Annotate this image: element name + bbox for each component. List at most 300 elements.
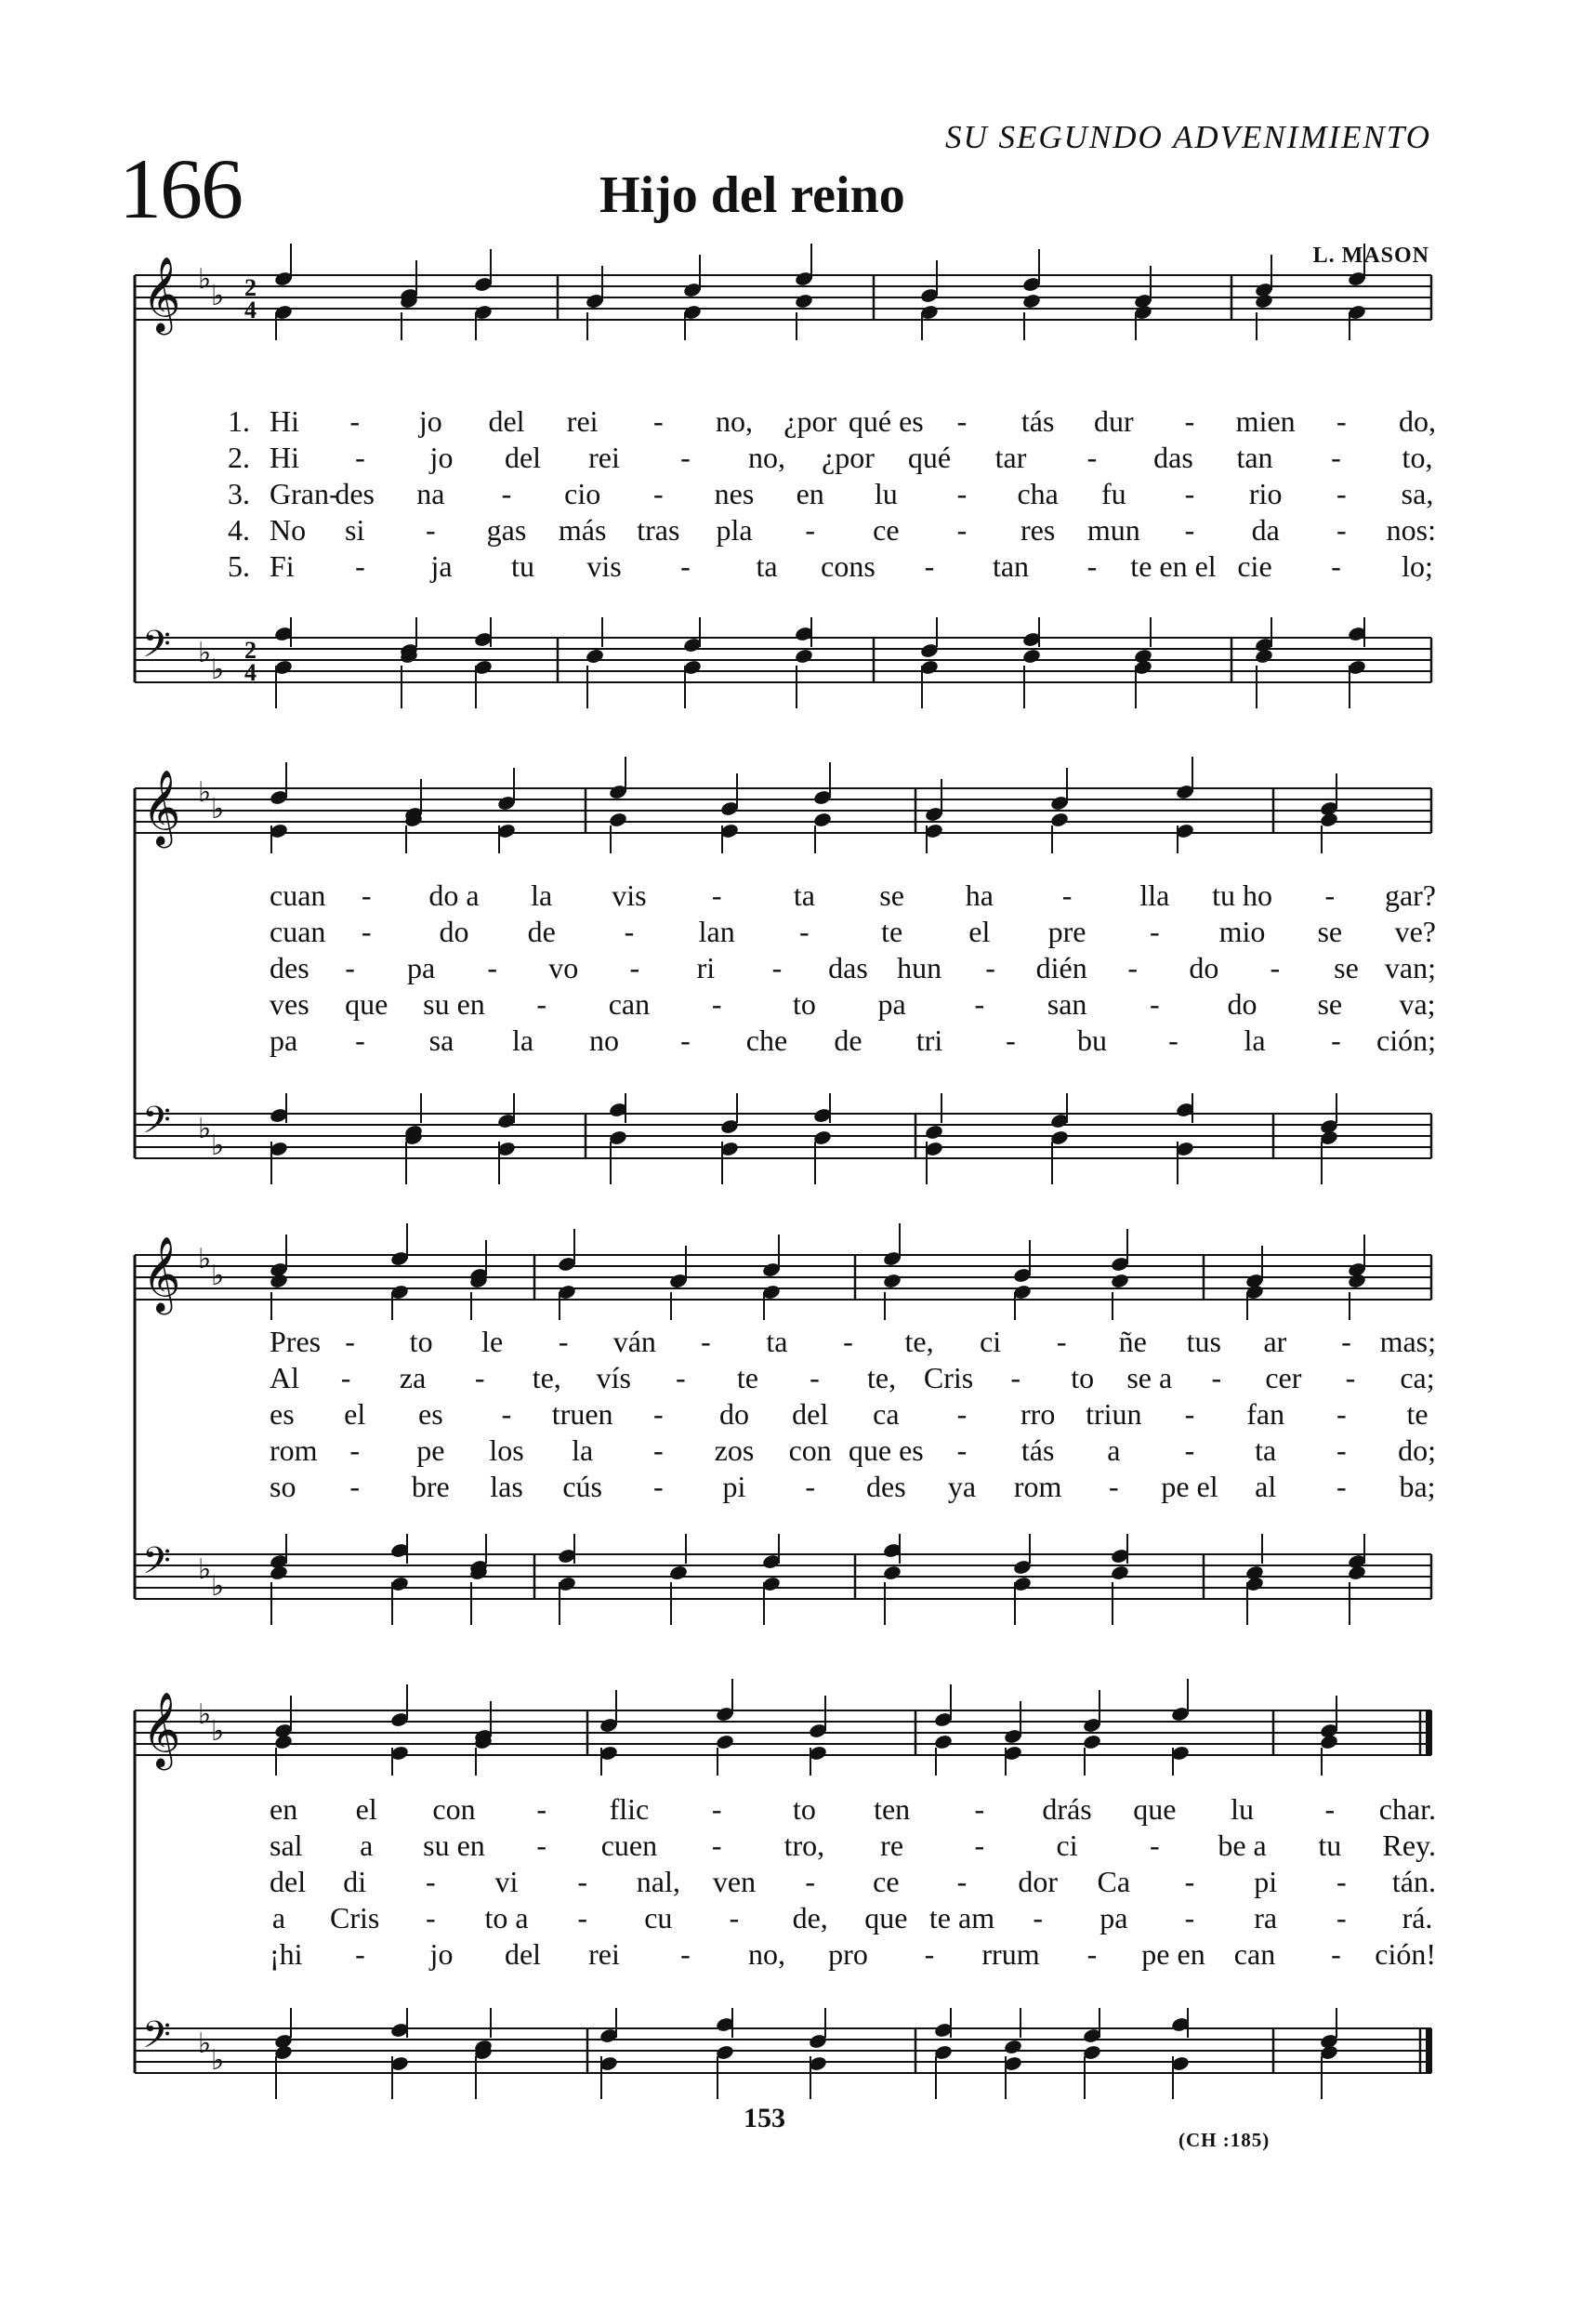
lyric-syllable: za	[399, 1361, 427, 1394]
lyric-syllable: se	[1334, 951, 1359, 984]
flat-icon: ♭	[198, 263, 212, 296]
lyric-hyphen: -	[974, 987, 985, 1021]
lyric-syllable: tras	[637, 513, 680, 547]
lyric-syllable: ción!	[1375, 1937, 1436, 1971]
bass-clef-icon: 𝄢	[142, 623, 171, 675]
lyric-syllable: tu	[1318, 1829, 1342, 1862]
bass-staff	[135, 2008, 1432, 2099]
lyric-syllable: que	[864, 1901, 908, 1934]
final-barline	[1426, 1710, 1432, 1755]
lyric-syllable: fu	[1101, 477, 1126, 510]
lyric-syllable: el	[344, 1397, 366, 1431]
lyric-hyphen: -	[1270, 951, 1281, 984]
lyric-syllable: Rey.	[1382, 1829, 1436, 1862]
lyric-syllable: mio	[1218, 915, 1266, 948]
lyric-hyphen: -	[924, 1937, 935, 1971]
lyric-hyphen: -	[805, 1865, 815, 1898]
lyric-syllable: Cris	[329, 1901, 380, 1934]
note-head	[668, 1565, 688, 1581]
lyric-syllable: nes	[714, 477, 755, 510]
lyric-syllable: no,	[716, 404, 753, 438]
lyric-syllable: te	[736, 1361, 758, 1394]
lyric-syllable: Pres	[270, 1325, 322, 1358]
lyric-hyphen: -	[680, 1937, 691, 1971]
lyric-syllable: bre	[411, 1470, 450, 1503]
lyric-syllable: do	[719, 1397, 749, 1431]
lyric-syllable: fan	[1246, 1397, 1285, 1431]
lyric-syllable: do a	[428, 878, 480, 912]
lyric-syllable: flic	[609, 1792, 650, 1826]
lyric-hyphen: -	[1184, 404, 1195, 438]
lyric-syllable: se a	[1126, 1361, 1173, 1394]
lyric-syllable: vi	[494, 1865, 519, 1898]
lyric-syllable: Ca	[1097, 1865, 1131, 1898]
lyric-hyphen: -	[1211, 1361, 1222, 1394]
note-head	[924, 1124, 943, 1141]
lyric-syllable: del	[504, 441, 542, 474]
lyric-syllable: el	[968, 915, 991, 948]
flat-icon: ♭	[198, 637, 212, 669]
lyric-syllable: te	[881, 915, 903, 948]
lyric-hyphen: -	[1056, 1325, 1067, 1358]
lyric-syllable: tu ho	[1212, 878, 1272, 912]
lyric-syllable: rio	[1248, 477, 1283, 510]
lyric-hyphen: -	[1331, 1937, 1341, 1971]
lyric-syllable: cús	[562, 1470, 602, 1503]
bass-clef-icon: 𝄢	[142, 2014, 171, 2066]
lyric-syllable: qué es	[848, 404, 924, 438]
lyric-hyphen: -	[711, 987, 722, 1021]
flat-icon: ♭	[198, 776, 212, 809]
lyric-syllable: rei	[566, 404, 599, 438]
lyric-syllable: ar	[1263, 1325, 1287, 1358]
lyric-hyphen: -	[711, 1792, 722, 1826]
lyric-hyphen: -	[1127, 951, 1139, 984]
lyric-syllable: di	[343, 1865, 367, 1898]
lyric-syllable: Hi	[270, 441, 299, 474]
lyric-syllable: ca;	[1400, 1361, 1435, 1394]
lyric-syllable: de	[527, 915, 556, 948]
lyric-hyphen: -	[974, 1792, 985, 1826]
page-number: 153	[744, 2103, 785, 2133]
lyric-syllable: ta	[1255, 1433, 1277, 1467]
lyric-syllable: ¿por	[783, 404, 837, 438]
lyric-syllable: do,	[1399, 404, 1436, 438]
flat-icon: ♭	[198, 1698, 212, 1731]
flat-icon: ♭	[211, 1570, 225, 1603]
lyric-syllable: rro	[1020, 1397, 1056, 1431]
lyric-syllable: be a	[1218, 1829, 1267, 1862]
lyric-hyphen: -	[536, 1829, 547, 1862]
lyric-hyphen: -	[956, 1865, 968, 1898]
lyric-hyphen: -	[501, 1397, 512, 1431]
lyric-syllable: lu	[1231, 1792, 1254, 1826]
lyric-syllable: a	[271, 1901, 286, 1934]
lyric-hyphen: -	[985, 951, 995, 984]
lyric-hyphen: -	[1184, 1865, 1195, 1898]
lyric-syllable: re	[880, 1829, 904, 1862]
lyric-syllable: do;	[1398, 1433, 1436, 1467]
lyric-syllable: se	[879, 878, 904, 912]
lyric-syllable: Fi	[270, 549, 295, 583]
lyric-hyphen: -	[426, 1865, 436, 1898]
lyric-syllable: ci	[1056, 1829, 1078, 1862]
lyric-syllable: lu	[874, 477, 898, 510]
treble-staff	[135, 1223, 1431, 1320]
lyric-hyphen: -	[355, 549, 365, 583]
lyric-syllable: cu	[644, 1901, 673, 1934]
lyric-syllable: su en	[423, 1829, 485, 1862]
lyric-syllable: de	[834, 1023, 862, 1057]
lyric-syllable: del	[270, 1865, 307, 1898]
lyric-syllable: mas;	[1379, 1325, 1436, 1358]
note-head	[1254, 293, 1273, 310]
lyric-syllable: ba;	[1399, 1470, 1436, 1503]
note-head	[585, 648, 604, 665]
lyric-syllable: ta	[766, 1325, 788, 1358]
bass-staff	[135, 1093, 1431, 1184]
lyric-syllable: con	[432, 1792, 476, 1826]
lyric-syllable: do	[439, 915, 469, 948]
lyric-syllable: pi	[722, 1470, 746, 1503]
note-head	[794, 293, 813, 310]
flat-icon: ♭	[211, 1129, 225, 1162]
bass-clef-icon: 𝄢	[142, 1099, 171, 1151]
lyric-hyphen: -	[1331, 549, 1341, 583]
treble-staff	[135, 757, 1431, 853]
lyric-syllable: pa	[1099, 1901, 1128, 1934]
lyric-syllable: vis	[586, 549, 622, 583]
lyric-hyphen: -	[349, 404, 360, 438]
lyric-hyphen: -	[355, 441, 365, 474]
bass-staff	[135, 617, 1431, 708]
lyric-hyphen: -	[1109, 1470, 1119, 1503]
lyric-syllable: des	[335, 477, 375, 510]
lyric-hyphen: -	[426, 1901, 436, 1934]
lyric-hyphen: -	[1336, 1865, 1347, 1898]
lyric-hyphen: -	[1033, 1901, 1043, 1934]
lyric-syllable: so	[270, 1470, 296, 1503]
lyric-syllable: ri	[696, 951, 716, 984]
lyric-hyphen: -	[1331, 1023, 1341, 1057]
note-head	[1347, 1565, 1366, 1581]
lyric-hyphen: -	[1184, 477, 1195, 510]
flat-icon: ♭	[198, 1553, 212, 1586]
lyric-syllable: lan	[698, 915, 735, 948]
composer-credit: L. MASON	[1312, 244, 1429, 268]
lyric-syllable: del	[488, 404, 525, 438]
verse-number: 4.	[228, 513, 250, 547]
treble-staff	[135, 244, 1431, 340]
lyric-syllable: es	[418, 1397, 443, 1431]
lyric-syllable: drás	[1042, 1792, 1092, 1826]
lyric-syllable: lo;	[1402, 549, 1433, 583]
lyric-syllable: cuan	[270, 878, 326, 912]
lyric-syllable: ta	[756, 549, 778, 583]
lyric-syllable: jo	[429, 1937, 454, 1971]
lyric-syllable: Hi	[270, 404, 299, 438]
lyric-syllable: vís	[596, 1361, 631, 1394]
lyric-hyphen: -	[653, 1433, 664, 1467]
lyric-hyphen: -	[577, 1865, 587, 1898]
lyric-hyphen: -	[1149, 915, 1160, 948]
lyric-syllable: jo	[418, 404, 442, 438]
lyric-hyphen: -	[1341, 1325, 1351, 1358]
treble-clef-icon: 𝄞	[142, 1691, 181, 1767]
flat-icon: ♭	[211, 280, 225, 312]
lyric-hyphen: -	[536, 987, 547, 1021]
lyric-syllable: te	[1406, 1397, 1429, 1431]
note-head	[269, 1273, 288, 1289]
lyric-syllable: can	[608, 987, 651, 1021]
lyric-syllable: rei	[588, 1937, 620, 1971]
lyric-syllable: cio	[564, 477, 601, 510]
lyric-hyphen: -	[558, 1325, 569, 1358]
section-title: SU SEGUNDO ADVENIMIENTO	[944, 119, 1431, 155]
lyric-syllable: tás	[1020, 404, 1055, 438]
lyric-syllable: que	[1133, 1792, 1177, 1826]
verse-number: 5.	[228, 549, 250, 583]
lyric-hyphen: -	[1336, 1433, 1347, 1467]
lyric-syllable: rrum	[981, 1937, 1040, 1971]
time-signature-bottom: 4	[244, 297, 257, 324]
lyric-syllable: sa	[428, 1023, 454, 1057]
lyric-syllable: do	[1189, 951, 1219, 984]
hymn-title: Hijo del reino	[599, 166, 905, 224]
lyric-syllable: das	[1153, 441, 1193, 474]
lyric-syllable: cer	[1265, 1361, 1302, 1394]
lyric-syllable: vo	[548, 951, 579, 984]
lyric-syllable: dor	[1018, 1865, 1058, 1898]
lyric-hyphen: -	[1086, 549, 1098, 583]
lyric-hyphen: -	[711, 1829, 722, 1862]
lyric-hyphen: -	[1345, 1361, 1356, 1394]
lyric-hyphen: -	[355, 1023, 365, 1057]
lyric-hyphen: -	[1149, 1829, 1160, 1862]
bass-clef-icon: 𝄢	[142, 1539, 171, 1591]
flat-icon: ♭	[211, 654, 225, 686]
lyric-syllable: rei	[588, 441, 620, 474]
lyric-syllable: cuan	[270, 915, 326, 948]
lyric-syllable: bu	[1077, 1023, 1107, 1057]
verse-number: 2.	[228, 441, 250, 474]
lyric-syllable: te am	[928, 1901, 995, 1934]
treble-staff	[135, 1679, 1432, 1776]
lyric-hyphen: -	[701, 1325, 711, 1358]
flat-icon: ♭	[198, 2027, 212, 2060]
lyric-syllable: tu	[511, 549, 534, 583]
lyric-hyphen: -	[340, 1361, 351, 1394]
lyric-hyphen: -	[1336, 477, 1347, 510]
lyric-syllable: pa	[407, 951, 436, 984]
lyric-syllable: res	[1020, 513, 1056, 547]
lyric-hyphen: -	[1086, 441, 1098, 474]
lyric-hyphen: -	[711, 878, 722, 912]
lyric-syllable: to	[1071, 1361, 1095, 1394]
lyric-syllable: dur	[1094, 404, 1134, 438]
lyric-hyphen: -	[361, 915, 372, 948]
lyric-hyphen: -	[474, 1361, 485, 1394]
lyric-syllable: gar?	[1384, 878, 1436, 912]
lyric-syllable: qué	[907, 441, 952, 474]
lyric-syllable: Al	[270, 1361, 299, 1394]
lyric-syllable: pe el	[1161, 1470, 1218, 1503]
lyric-syllable: que es	[848, 1433, 924, 1467]
lyric-syllable: tus	[1186, 1325, 1221, 1358]
lyric-hyphen: -	[345, 1325, 355, 1358]
lyric-hyphen: -	[349, 1433, 360, 1467]
lyric-syllable: pro	[828, 1937, 868, 1971]
lyric-syllable: más	[558, 513, 607, 547]
lyric-hyphen: -	[1184, 1433, 1195, 1467]
note-head	[1003, 2039, 1022, 2055]
lyric-syllable: tan	[1236, 441, 1273, 474]
lyric-syllable: ves	[270, 987, 309, 1021]
lyric-syllable: to	[409, 1325, 433, 1358]
source-reference: (CH :185)	[1178, 2129, 1271, 2151]
lyric-syllable: da	[1251, 513, 1280, 547]
lyric-syllable: ñe	[1118, 1325, 1147, 1358]
lyric-syllable: lla	[1139, 878, 1170, 912]
lyric-syllable: la	[1244, 1023, 1266, 1057]
lyric-hyphen: -	[676, 1361, 686, 1394]
lyric-hyphen: -	[680, 549, 691, 583]
lyric-syllable: cha	[1017, 477, 1059, 510]
lyric-syllable: mien	[1235, 404, 1296, 438]
note-head	[1254, 648, 1273, 665]
lyric-hyphen: -	[624, 915, 635, 948]
lyric-syllable: to	[792, 1792, 816, 1826]
lyric-syllable: no	[589, 1023, 619, 1057]
lyric-hyphen: -	[577, 1901, 587, 1934]
note-head	[882, 1273, 902, 1289]
lyric-syllable: el	[355, 1792, 377, 1826]
lyric-syllable: pe	[416, 1433, 445, 1467]
treble-clef-icon: 𝄞	[142, 769, 181, 845]
lyric-syllable: ve?	[1394, 915, 1436, 948]
lyric-hyphen: -	[1006, 1023, 1016, 1057]
lyric-hyphen: -	[1061, 878, 1073, 912]
lyric-hyphen: -	[501, 477, 512, 510]
lyric-syllable: del	[504, 1937, 542, 1971]
lyric-hyphen: -	[1331, 441, 1341, 474]
lyric-syllable: cuen	[600, 1829, 658, 1862]
note-head	[1021, 648, 1041, 665]
lyric-syllable: ce	[873, 513, 900, 547]
time-signature-top: 2	[244, 274, 257, 301]
lyric-syllable: to	[792, 987, 816, 1021]
lyric-syllable: ya	[947, 1470, 977, 1503]
lyric-syllable: ce	[873, 1865, 900, 1898]
lyric-syllable: sa,	[1401, 477, 1434, 510]
lyric-syllable: hun	[897, 951, 942, 984]
lyric-syllable: to,	[1402, 441, 1433, 474]
lyric-syllable: pa	[877, 987, 906, 1021]
flat-icon: ♭	[211, 793, 225, 825]
note-head	[1110, 1565, 1129, 1581]
lyric-hyphen: -	[487, 951, 498, 984]
lyric-syllable: te,	[866, 1361, 897, 1394]
lyric-syllable: sal	[270, 1829, 303, 1862]
lyric-hyphen: -	[956, 477, 968, 510]
lyric-syllable: del	[792, 1397, 829, 1431]
lyric-syllable: la	[511, 1023, 534, 1057]
lyric-hyphen: -	[426, 513, 436, 547]
lyric-syllable: do	[1227, 987, 1257, 1021]
lyric-syllable: nos:	[1386, 513, 1436, 547]
lyric-hyphen: -	[729, 1901, 740, 1934]
lyric-hyphen: -	[924, 549, 935, 583]
flat-icon: ♭	[211, 1715, 225, 1748]
lyric-syllable: san	[1047, 987, 1087, 1021]
lyric-syllable: ¡hi	[270, 1937, 303, 1971]
lyric-syllable: cons	[821, 549, 876, 583]
lyric-hyphen: -	[843, 1325, 853, 1358]
lyric-hyphen: -	[680, 441, 691, 474]
note-head	[882, 1565, 902, 1581]
lyric-syllable: con	[788, 1433, 832, 1467]
lyric-hyphen: -	[653, 404, 664, 438]
lyric-syllable: vis	[612, 878, 647, 912]
lyric-syllable: ven	[712, 1865, 757, 1898]
flat-icon: ♭	[198, 1113, 212, 1145]
lyric-hyphen: -	[361, 878, 372, 912]
lyric-syllable: char.	[1378, 1792, 1436, 1826]
lyric-hyphen: -	[799, 915, 810, 948]
lyric-syllable: ca	[873, 1397, 900, 1431]
lyric-syllable: tri	[915, 1023, 943, 1057]
lyric-syllable: se	[1317, 915, 1343, 948]
lyric-hyphen: -	[345, 951, 355, 984]
lyric-hyphen: -	[1336, 1470, 1347, 1503]
lyric-syllable: na	[416, 477, 445, 510]
lyric-hyphen: -	[349, 1470, 360, 1503]
lyric-syllable: ción;	[1376, 1023, 1436, 1057]
lyric-syllable: es	[270, 1397, 295, 1431]
treble-clef-icon: 𝄞	[142, 1235, 181, 1312]
lyric-syllable: van;	[1384, 951, 1436, 984]
lyric-syllable: tro,	[783, 1829, 825, 1862]
lyric-syllable: ha	[965, 878, 994, 912]
lyric-syllable: No	[270, 513, 307, 547]
note-head	[1347, 1273, 1366, 1289]
lyric-syllable: zos	[714, 1433, 755, 1467]
lyric-syllable: su en	[423, 987, 485, 1021]
final-barline	[1426, 2028, 1432, 2073]
lyric-hyphen: -	[956, 1433, 968, 1467]
lyric-hyphen: -	[1336, 1397, 1347, 1431]
verse-number: 3.	[228, 477, 250, 510]
lyric-hyphen: -	[1324, 878, 1336, 912]
lyric-syllable: mun	[1086, 513, 1140, 547]
lyric-hyphen: -	[956, 404, 968, 438]
lyric-hyphen: -	[653, 1470, 664, 1503]
lyric-hyphen: -	[771, 951, 783, 984]
lyric-hyphen: -	[1010, 1361, 1020, 1394]
lyric-syllable: can	[1233, 1937, 1276, 1971]
note-head	[1021, 293, 1041, 310]
lyric-syllable: la	[572, 1433, 594, 1467]
lyric-hyphen: -	[653, 1397, 664, 1431]
time-signature-top: 2	[244, 637, 257, 664]
lyric-hyphen: -	[1324, 1792, 1336, 1826]
lyric-syllable: le	[481, 1325, 504, 1358]
lyric-syllable: pre	[1047, 915, 1086, 948]
lyric-syllable: no,	[748, 1937, 785, 1971]
lyric-hyphen: -	[1184, 513, 1195, 547]
lyric-hyphen: -	[1336, 404, 1347, 438]
lyric-hyphen: -	[1336, 513, 1347, 547]
